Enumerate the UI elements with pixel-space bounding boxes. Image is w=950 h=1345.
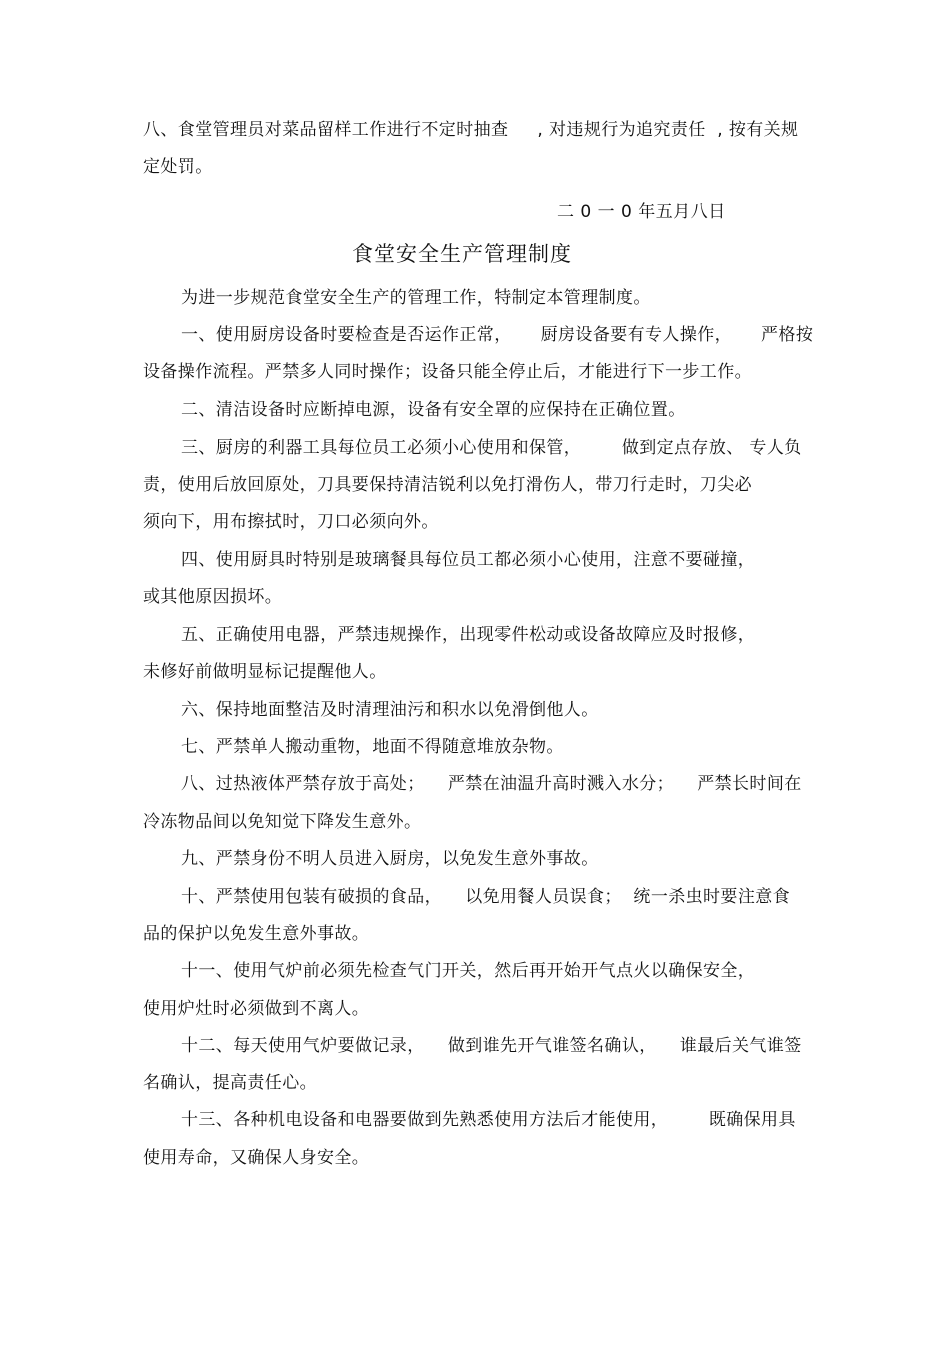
rule-13-line-2: 使用寿命，又确保人身安全。: [143, 1148, 370, 1168]
rule-7: 七、严禁单人搬动重物，地面不得随意堆放杂物。: [181, 737, 564, 757]
rule-10-line-2: 品的保护以免发生意外事故。: [143, 924, 370, 944]
rule-12-line-2: 名确认，提高责任心。: [143, 1073, 317, 1093]
rule-11-line-2: 使用炉灶时必须做到不离人。: [143, 999, 370, 1019]
rule-1-line-2: 设备操作流程。严禁多人同时操作；设备只能全停止后，才能进行下一步工作。: [143, 362, 752, 382]
rule-6: 六、保持地面整洁及时清理油污和积水以免滑倒他人。: [181, 700, 599, 720]
rule-1-line-1: 一、使用厨房设备时要检查是否运作正常， 厨房设备要有专人操作， 严格按: [181, 325, 814, 345]
prev-section-line-1: 八、食堂管理员对菜品留样工作进行不定时抽查 , 对违规行为追究责任 , 按有关规: [143, 120, 799, 140]
document-date: 二 0 一 0 年五月八日: [557, 202, 726, 222]
rule-9: 九、严禁身份不明人员进入厨房，以免发生意外事故。: [181, 849, 599, 869]
rule-8-line-2: 冷冻物品间以免知觉下降发生意外。: [143, 812, 422, 832]
rule-4-line-2: 或其他原因损坏。: [143, 587, 283, 607]
rule-2: 二、清洁设备时应断掉电源，设备有安全罩的应保持在正确位置。: [181, 400, 686, 420]
rule-10-line-1: 十、严禁使用包装有破损的食品， 以免用餐人员误食； 统一杀虫时要注意食: [181, 887, 791, 907]
rule-3-line-2: 责，使用后放回原处，刀具要保持清洁锐利以免打滑伤人，带刀行走时，刀尖必: [143, 475, 752, 495]
rule-8-line-1: 八、过热液体严禁存放于高处； 严禁在油温升高时溅入水分； 严禁长时间在: [181, 774, 802, 794]
rule-12-line-1: 十二、每天使用气炉要做记录， 做到谁先开气谁签名确认， 谁最后关气谁签: [181, 1036, 802, 1056]
document-title: 食堂安全生产管理制度: [352, 242, 572, 266]
rule-3-line-1: 三、厨房的利器工具每位员工必须小心使用和保管， 做到定点存放、 专人负: [181, 438, 802, 458]
rule-3-line-3: 须向下，用布擦拭时，刀口必须向外。: [143, 512, 439, 532]
rule-4-line-1: 四、使用厨具时特别是玻璃餐具每位员工都必须小心使用，注意不要碰撞，: [181, 550, 756, 570]
rule-11-line-1: 十一、使用气炉前必须先检查气门开关，然后再开始开气点火以确保安全，: [181, 961, 756, 981]
intro-paragraph: 为进一步规范食堂安全生产的管理工作，特制定本管理制度。: [181, 288, 651, 308]
prev-section-line-2: 定处罚。: [143, 157, 213, 177]
rule-5-line-2: 未修好前做明显标记提醒他人。: [143, 662, 387, 682]
rule-5-line-1: 五、正确使用电器，严禁违规操作，出现零件松动或设备故障应及时报修，: [181, 625, 756, 645]
rule-13-line-1: 十三、各种机电设备和电器要做到先熟悉使用方法后才能使用， 既确保用具: [181, 1110, 796, 1130]
